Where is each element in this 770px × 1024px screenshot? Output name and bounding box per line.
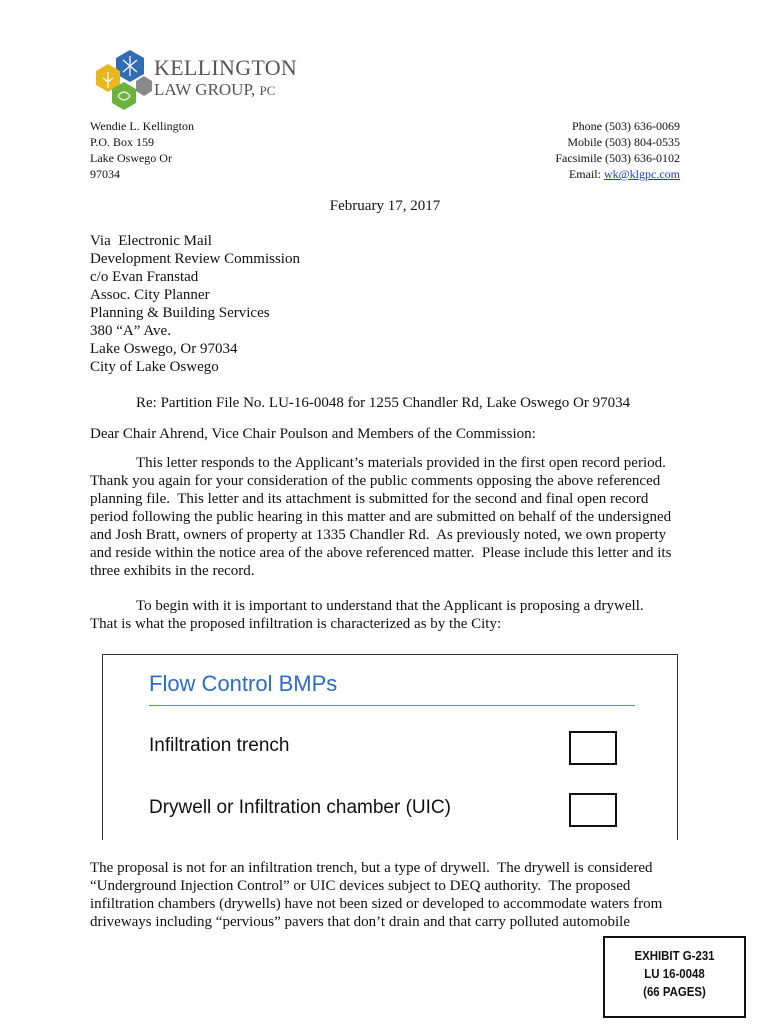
flow-control-bmp-figure <box>102 654 678 840</box>
recipient-line: Assoc. City Planner <box>90 287 210 303</box>
figure-divider <box>149 705 635 706</box>
recipient-line: 380 “A” Ave. <box>90 323 171 339</box>
sender-contact <box>555 118 680 182</box>
recipient-line: c/o Evan Franstad <box>90 269 199 285</box>
text-line: three exhibits in the record. <box>90 563 255 579</box>
exhibit-stamp <box>603 936 746 1018</box>
text-line: Thank you again for your consideration of the public comments opposing the above referenced <box>90 473 661 489</box>
text-line: To begin with it is important to understand that the Applicant is proposing a drywell. <box>136 598 644 614</box>
salutation: Dear Chair Ahrend, Vice Chair Poulson and Members of the Commission: <box>90 426 536 442</box>
recipient-line: City of Lake Oswego <box>90 359 219 375</box>
exhibit-pages: (66 PAGES) <box>643 984 706 999</box>
text-line: driveways including “pervious” pavers that don’t drain and that carry polluted automobile <box>90 914 630 930</box>
email-link[interactable]: wk@klgpc.com <box>603 167 680 181</box>
recipient-line: Lake Oswego, Or 97034 <box>90 341 238 357</box>
body-paragraph-1 <box>90 454 690 580</box>
recipient-line: Development Review Commission <box>90 251 300 267</box>
logo-gray-hex <box>136 76 152 96</box>
figure-item-infiltration-trench: Infiltration trench <box>149 735 290 756</box>
subject-line: Re: Partition File No. LU-16-0048 for 1255 Chandler Rd, Lake Oswego Or 97034 <box>136 395 631 411</box>
firm-logo-icon <box>88 48 158 112</box>
text-line: period following the public hearing in this matter and are submitted on behalf of the undersigned <box>90 509 672 525</box>
address-line: 97034 <box>90 167 120 181</box>
letter-date: February 17, 2017 <box>329 198 441 214</box>
fax-number: Facsimile (503) 636-0102 <box>555 151 680 165</box>
drywell-checkbox <box>569 793 617 827</box>
text-line: and Josh Bratt, owners of property at 1335 Chandler Rd. As previously noted, we own property <box>90 527 667 543</box>
firm-name-line1: KELLINGTON <box>154 55 298 80</box>
firm-name-line2: LAW GROUP, PC <box>154 80 276 99</box>
figure-title: Flow Control BMPs <box>149 671 338 696</box>
text-line: The proposal is not for an infiltration trench, but a type of drywell. The drywell is considered <box>90 860 653 876</box>
body-paragraph-3 <box>90 859 690 931</box>
recipient-line: Via Electronic Mail <box>90 233 212 249</box>
text-line: and reside within the notice area of the above referenced matter. Please include this letter and its <box>90 545 672 561</box>
address-line: P.O. Box 159 <box>90 135 155 149</box>
text-line: This letter responds to the Applicant’s materials provided in the first open record period. <box>136 455 666 471</box>
mobile-number: Mobile (503) 804-0535 <box>567 135 680 149</box>
text-line: planning file. This letter and its attachment is submitted for the second and final open record <box>90 491 649 507</box>
firm-name-suffix: PC <box>259 83 276 98</box>
email-line: Email: wk@klgpc.com <box>568 167 680 181</box>
text-line: That is what the proposed infiltration is characterized as by the City: <box>90 616 502 632</box>
text-line: “Underground Injection Control” or UIC devices subject to DEQ authority. The proposed <box>90 878 631 894</box>
address-line: Wendie L. Kellington <box>90 119 195 133</box>
phone-number: Phone (503) 636-0069 <box>572 119 680 133</box>
recipient-line: Planning & Building Services <box>90 305 270 321</box>
text-line: infiltration chambers (drywells) have not been sized or developed to accommodate waters from <box>90 896 663 912</box>
address-line: Lake Oswego Or <box>90 151 172 165</box>
exhibit-number: EXHIBIT G-231 <box>634 948 715 963</box>
recipient-block <box>90 232 300 376</box>
infiltration-trench-checkbox <box>569 731 617 765</box>
figure-item-drywell: Drywell or Infiltration chamber (UIC) <box>149 797 451 818</box>
sender-address <box>90 118 194 182</box>
exhibit-file: LU 16-0048 <box>644 966 705 981</box>
body-paragraph-2 <box>90 597 690 633</box>
